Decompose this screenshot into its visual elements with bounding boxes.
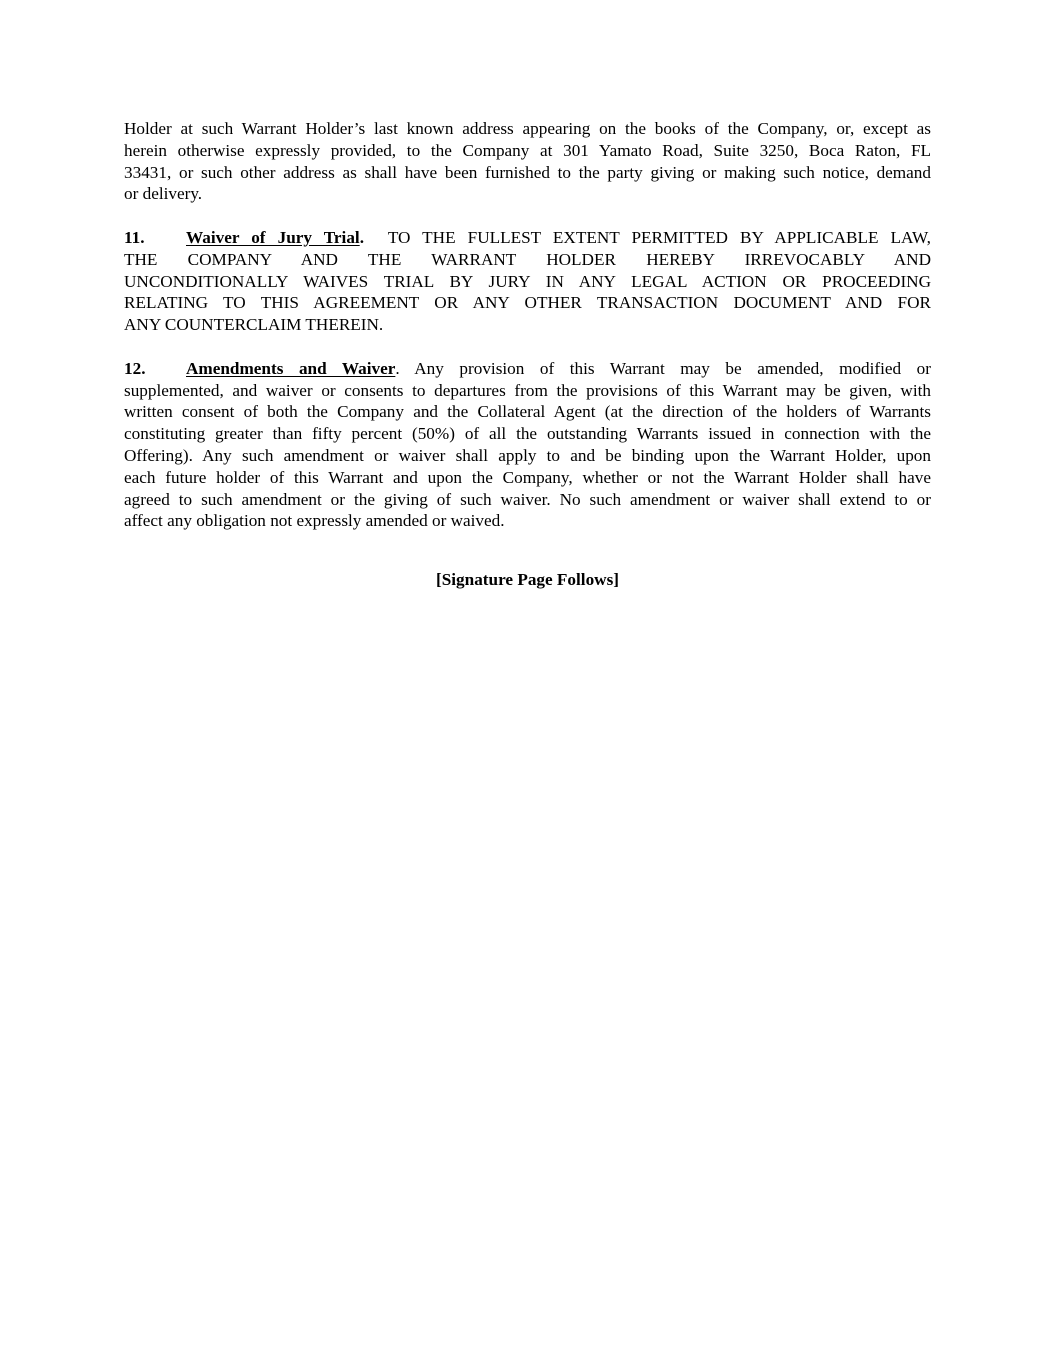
section-number: 12.	[124, 358, 146, 378]
text-line: 33431, or such other address as shall have been furnished to the party giving or making such notice, demand	[124, 162, 931, 182]
section-heading-group	[186, 228, 364, 247]
text-line: agreed to such amendment or the giving of such waiver. No such amendment or waiver shall extend to or	[124, 489, 931, 509]
text-line: RELATING TO THIS AGREEMENT OR ANY OTHER TRANSACTION DOCUMENT AND FOR	[124, 293, 931, 313]
text-line: Offering). Any such amendment or waiver shall apply to and be binding upon the Warrant Holder, upon	[124, 445, 931, 465]
text-line: THE COMPANY AND THE WARRANT HOLDER HEREBY IRREVOCABLY AND	[124, 249, 931, 269]
section-heading-punct: .	[395, 358, 400, 378]
text-line: ANY COUNTERCLAIM THEREIN.	[124, 315, 384, 335]
notice-paragraph	[124, 118, 931, 205]
text-line: UNCONDITIONALLY WAIVES TRIAL BY JURY IN ANY LEGAL ACTION OR PROCEEDING	[124, 271, 931, 291]
signature-page-follows-note: [Signature Page Follows]	[435, 570, 619, 589]
text-line: written consent of both the Company and the Collateral Agent (at the direction of the holders of Warrants	[124, 402, 931, 422]
section-heading-punct: .	[359, 227, 364, 247]
text-line: each future holder of this Warrant and upon the Company, whether or not the Warrant Holder shall have	[124, 467, 931, 487]
section-text: Any provision of this Warrant may be amended, modified or	[414, 358, 931, 378]
section-12-first-line	[124, 358, 931, 380]
section-heading: Amendments and Waiver	[186, 358, 396, 378]
document-page	[124, 118, 931, 532]
text-line: affect any obligation not expressly amended or waived.	[124, 511, 505, 531]
section-11	[124, 227, 931, 336]
section-number: 11.	[124, 227, 145, 247]
text-line: constituting greater than fifty percent (50%) of all the outstanding Warrants issued in connection with the	[124, 424, 931, 444]
section-heading: Waiver of Jury Trial	[186, 227, 360, 247]
text-line: supplemented, and waiver or consents to departures from the provisions of this Warrant may be given, with	[124, 380, 931, 400]
text-line: or delivery.	[124, 184, 203, 204]
section-11-first-line	[124, 227, 931, 249]
section-12	[124, 358, 931, 532]
text-line: herein otherwise expressly provided, to the Company at 301 Yamato Road, Suite 3250, Boca Raton, FL	[124, 140, 931, 160]
section-text: TO THE FULLEST EXTENT PERMITTED BY APPLICABLE LAW,	[387, 227, 931, 247]
text-line: Holder at such Warrant Holder’s last known address appearing on the books of the Company, or, except as	[124, 119, 931, 138]
